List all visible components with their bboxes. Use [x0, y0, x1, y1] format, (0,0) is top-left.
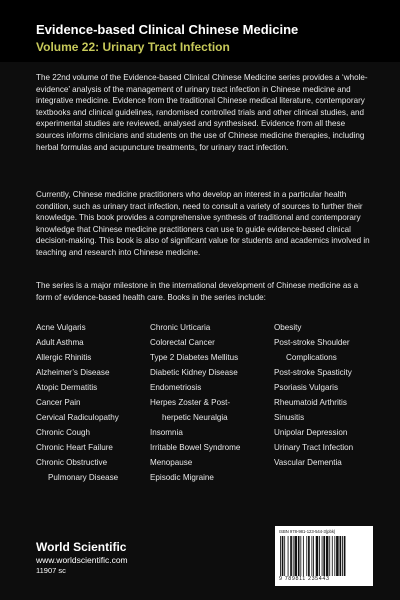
barcode-digits: 9 789811 235443 — [279, 576, 330, 582]
book-title: Adult Asthma — [36, 338, 84, 347]
book-title: herpetic Neuralgia — [162, 413, 228, 422]
book-title: Unipolar Depression — [274, 428, 348, 437]
header-band — [0, 0, 400, 62]
book-title: Post-stroke Shoulder — [274, 338, 350, 347]
isbn-text: ISBN 978-981-123-544-3(pbk) — [279, 529, 336, 534]
description-paragraph-3: The series is a major milestone in the international development of Chinese medicine as a form of evidence-based health care. Books in the series include: — [36, 281, 359, 302]
book-title: Menopause — [150, 458, 193, 467]
book-title: Episodic Migraine — [150, 473, 214, 482]
book-title: Vascular Dementia — [274, 458, 342, 467]
catalog-code: 11907 sc — [36, 566, 66, 575]
book-title: Allergic Rhinitis — [36, 353, 92, 362]
book-title: Type 2 Diabetes Mellitus — [150, 353, 239, 362]
barcode-label — [275, 526, 373, 586]
book-title: Psoriasis Vulgaris — [274, 383, 339, 392]
book-title: Endometriosis — [150, 383, 202, 392]
book-title: Cervical Radiculopathy — [36, 413, 119, 422]
book-title: Atopic Dermatitis — [36, 383, 98, 392]
book-column-1 — [36, 320, 146, 485]
book-title: Colorectal Cancer — [150, 338, 215, 347]
volume-title: Volume 22: Urinary Tract Infection — [36, 40, 230, 54]
book-title: Chronic Cough — [36, 428, 90, 437]
book-title: Diabetic Kidney Disease — [150, 368, 238, 377]
book-title: Urinary Tract Infection — [274, 443, 354, 452]
book-title: Acne Vulgaris — [36, 323, 86, 332]
book-title: Insomnia — [150, 428, 183, 437]
book-title: Irritable Bowel Syndrome — [150, 443, 241, 452]
book-title: Pulmonary Disease — [48, 473, 119, 482]
book-title: Rheumatoid Arthritis — [274, 398, 347, 407]
book-title: Herpes Zoster & Post- — [150, 398, 231, 407]
description-paragraph-2: Currently, Chinese medicine practitioners who develop an interest in a particular health condition, such as urinary tract infection, need to consult a variety of sources to further their knowledge. This book provides a comprehensive synthesis of traditional and contemporary knowledge that Chinese medicine practitioners can use to guide evidence-based clinical decision-making. This book is also of significant value for students and academics involved in teaching and research into Chinese medicine. — [36, 190, 370, 257]
book-title: Chronic Obstructive — [36, 458, 108, 467]
series-title: Evidence-based Clinical Chinese Medicine — [36, 22, 299, 37]
book-column-3 — [274, 320, 384, 470]
barcode-icon — [280, 536, 368, 576]
book-title: Cancer Pain — [36, 398, 81, 407]
book-title: Alzheimer’s Disease — [36, 368, 110, 377]
description-paragraph-1: The 22nd volume of the Evidence-based Clinical Chinese Medicine series provides a ‘whole-evidence’ analysis of the management of urinary tract infection in Chinese medicine and integrative medicine. Evidence from the traditional Chinese medical literature, contemporary textbooks and clinical guidelines, randomised controlled trials and other clinical studies, and experimental studies are reviewed, analysed and synthesised. Evidence from all these sources informs clinicians and students on the use of Chinese medicine therapies, including herbal formulas and acupuncture treatments, for urinary tract infection. — [36, 73, 368, 152]
book-title: Chronic Urticaria — [150, 323, 211, 332]
book-title: Obesity — [274, 323, 302, 332]
book-title: Post-stroke Spasticity — [274, 368, 352, 377]
publisher-website: www.worldscientific.com — [36, 555, 128, 565]
book-column-2 — [150, 320, 270, 485]
book-title: Chronic Heart Failure — [36, 443, 113, 452]
publisher-name: World Scientific — [36, 540, 127, 554]
book-title: Sinusitis — [274, 413, 305, 422]
book-title: Complications — [286, 353, 337, 362]
